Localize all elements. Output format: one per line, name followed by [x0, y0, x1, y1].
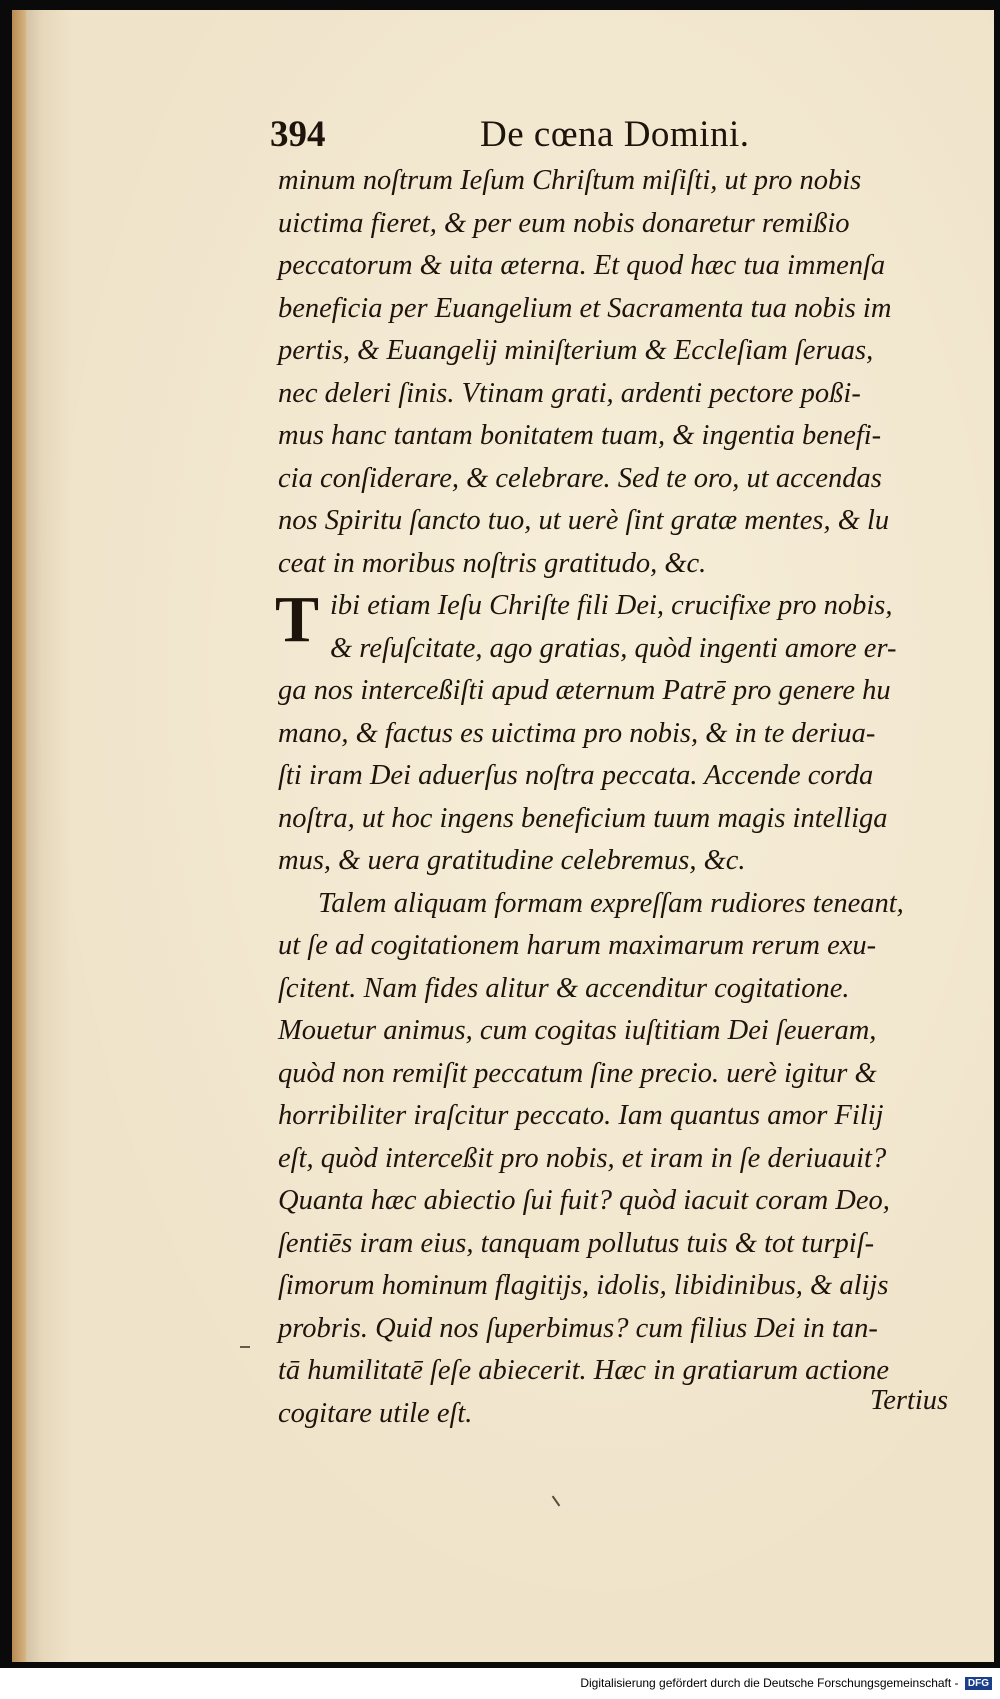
text-line: Mouetur animus, cum cogitas iuſtitiam Dei ſeueram,	[278, 1015, 877, 1046]
text-line: Talem aliquam formam expreſſam rudiores teneant,	[318, 887, 904, 919]
text-line: beneficia per Euangelium et Sacramenta tua nobis im	[278, 292, 892, 324]
running-title: De cœna Domini.	[480, 114, 750, 155]
text-line: mus hanc tantam bonitatem tuam, & ingentia benefi-	[278, 420, 882, 451]
dfg-logo: DFG	[965, 1677, 992, 1690]
text-line: nec deleri ſinis. Vtinam grati, ardenti pectore poßi-	[278, 377, 861, 409]
margin-mark	[240, 1346, 250, 1348]
text-line: mus, & uera gratitudine celebremus, &c.	[278, 845, 746, 876]
text-line: ſimorum hominum flagitijs, idolis, libidinibus, & alijs	[278, 1270, 889, 1301]
text-line: ceat in moribus noſtris gratitudo, &c.	[278, 547, 707, 579]
catchword: Tertius	[870, 1385, 949, 1416]
text-line: minum noſtrum Ieſum Chriſtum miſiſti, ut pro nobis	[278, 165, 862, 196]
text-line: & reſuſcitate, ago gratias, quòd ingenti amore er-	[330, 632, 897, 664]
text-line-content: ibi etiam Ieſu Chriſte fili Dei, crucifixe pro nobis,	[330, 590, 893, 621]
text-line: quòd non remiſit peccatum ſine precio. uerè igitur &	[278, 1057, 877, 1089]
text-line: ut ſe ad cogitationem harum maximarum rerum exu-	[278, 930, 877, 961]
page-number: 394	[270, 114, 326, 155]
paragraph-continuation	[278, 160, 968, 585]
text-line: noſtra, ut hoc ingens beneficium tuum magis intelliga	[278, 802, 888, 834]
text-line: pertis, & Euangelij miniſterium & Eccleſiam ſeruas,	[278, 335, 874, 366]
text-line: eſt, quòd interceßit pro nobis, et iram in ſe deriuauit?	[278, 1142, 887, 1174]
body-text	[275, 160, 968, 1435]
text-line: horribiliter iraſcitur peccato. Iam quantus amor Filij	[278, 1100, 884, 1131]
text-line: uictima fieret, & per eum nobis donaretur remißio	[278, 207, 850, 239]
text-line: ſcitent. Nam fides alitur & accenditur cogitatione.	[278, 972, 850, 1004]
credit-text: Digitalisierung gefördert durch die Deutsche Forschungsgemeinschaft -	[580, 1676, 959, 1690]
paragraph-reflection	[278, 883, 968, 1436]
drop-cap: T	[275, 583, 320, 656]
text-line: Quanta hæc abiectio ſui fuit? quòd iacuit coram Deo,	[278, 1185, 890, 1216]
paragraph-prayer	[275, 583, 968, 883]
page-header	[270, 110, 830, 160]
text-line: probris. Quid nos ſuperbimus? cum filius Dei in tan-	[278, 1312, 878, 1344]
text-line: ga nos interceßiſti apud æternum Patrē pro genere hu	[278, 675, 891, 706]
text-line: ſti iram Dei aduerſus noſtra peccata. Accende corda	[278, 760, 874, 791]
text-line: cia conſiderare, & celebrare. Sed te oro, ut accendas	[278, 462, 882, 494]
text-line: mano, & factus es uictima pro nobis, & in te deriua-	[278, 717, 876, 749]
text-line: ſentiēs iram eius, tanquam pollutus tuis & tot turpiſ-	[278, 1227, 875, 1259]
page-edge-shadow	[12, 10, 26, 1662]
text-line: tā humilitatē ſeſe abiecerit. Hæc in gratiarum actione	[278, 1355, 890, 1386]
text-line: cogitare utile eſt.	[278, 1397, 473, 1429]
digitization-credit	[580, 1676, 992, 1690]
text-line: peccatorum & uita æterna. Et quod hæc tua immenſa	[278, 250, 886, 281]
text-line: nos Spiritu ſancto tuo, ut uerè ſint gratæ mentes, & lu	[278, 505, 890, 536]
